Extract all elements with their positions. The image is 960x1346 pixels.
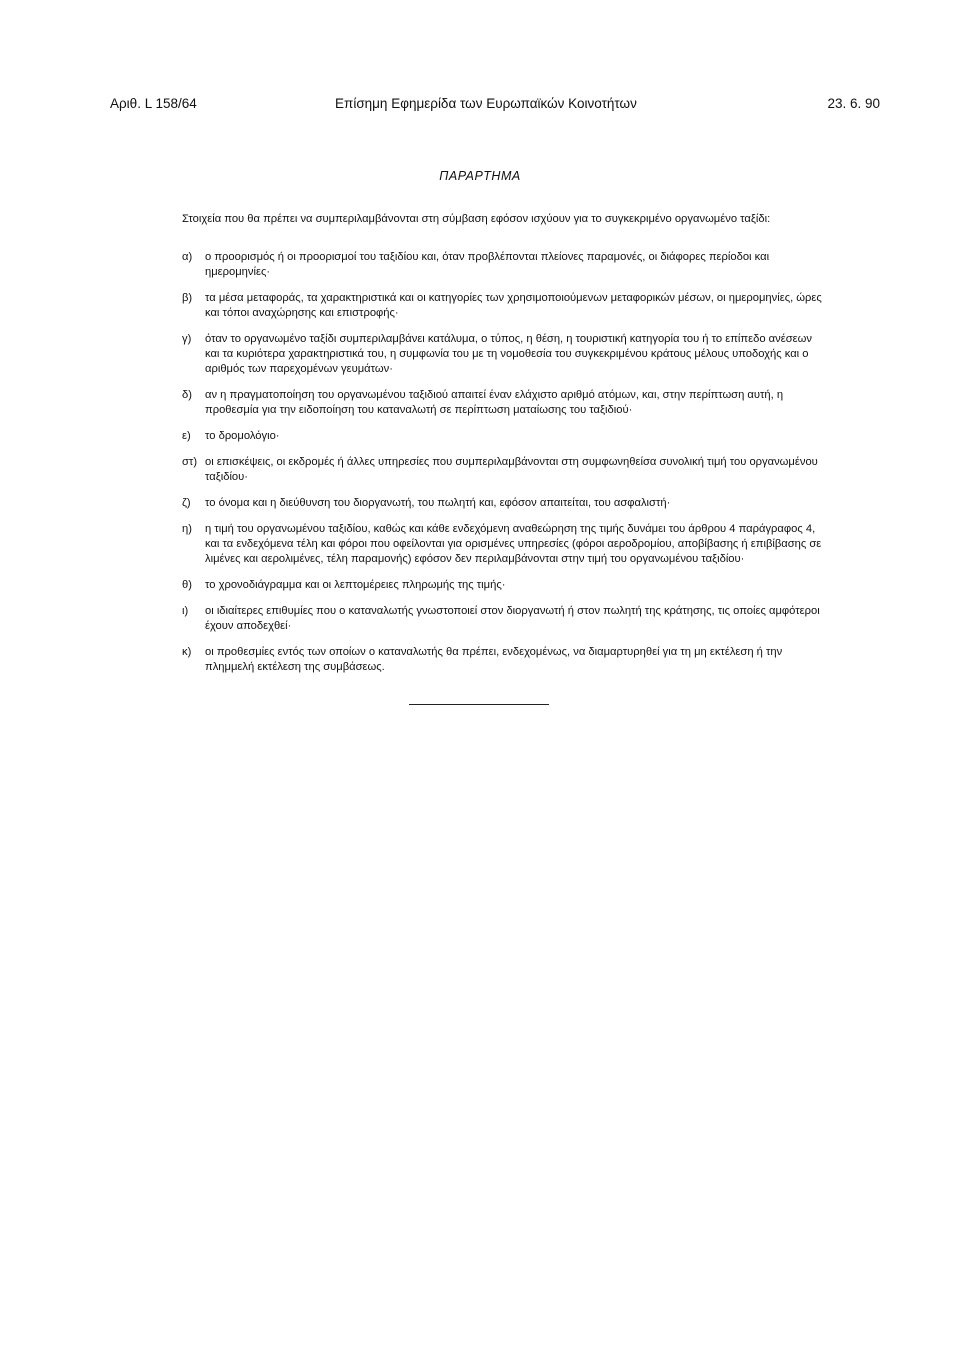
item-text: ο προορισμός ή οι προορισμοί του ταξιδίου και, όταν προβλέπονται πλείονες παραμονές, οι διάφορες περίοδοι και ημερομηνίες· <box>205 251 770 278</box>
item-label: ζ) <box>182 497 191 509</box>
end-divider <box>409 704 549 705</box>
list-item <box>182 332 822 377</box>
list-item <box>182 522 822 567</box>
list-item <box>182 496 822 511</box>
publication-date: 23. 6. 90 <box>827 96 880 111</box>
journal-title: Επίσημη Εφημερίδα των Ευρωπαϊκών Κοινοτήτων <box>335 96 637 111</box>
item-text: το χρονοδιάγραμμα και οι λεπτομέρειες πληρωμής της τιμής· <box>205 579 506 591</box>
item-text: το δρομολόγιο· <box>205 430 280 442</box>
item-text: οι ιδιαίτερες επιθυμίες που ο καταναλωτής γνωστοποιεί στον διοργανωτή ή στον πωλητή της κράτησης, τις οποίες αμφότεροι έχουν αποδεχθεί· <box>205 605 820 632</box>
item-text: αν η πραγματοποίηση του οργανωμένου ταξιδιού απαιτεί έναν ελάχιστο αριθμό ατόμων, και, στην περίπτωση αυτή, η προθεσμία για την ειδοποίηση του καταναλωτή σε περίπτωση ματαίωσης του ταξιδιού· <box>205 389 784 416</box>
issue-reference: Αριθ. L 158/64 <box>110 96 197 111</box>
list-item <box>182 250 822 280</box>
item-label: β) <box>182 292 193 304</box>
list-item <box>182 578 822 593</box>
intro-paragraph: Στοιχεία που θα πρέπει να συμπεριλαμβάνονται στη σύμβαση εφόσον ισχύουν για το συγκεκριμένο οργανωμένο ταξίδι: <box>182 213 771 225</box>
item-label: στ) <box>182 456 198 468</box>
item-label: ε) <box>182 430 191 442</box>
annex-items-list <box>182 250 822 686</box>
item-label: θ) <box>182 579 192 591</box>
item-text: όταν το οργανωμένο ταξίδι συμπεριλαμβάνει κατάλυμα, ο τύπος, η θέση, η τουριστική κατηγορία του ή το επίπεδο ανέσεων και τα κυριότερα χαρακτηριστικά του, η συμφωνία του με τη νομοθεσία του συγκεκριμένου κράτους μέλους υποδοχής και ο αριθμός των παρεχομένων γευμάτων· <box>205 333 812 375</box>
annex-title: ΠΑΡΑΡΤΗΜΑ <box>439 169 521 183</box>
item-text: οι επισκέψεις, οι εκδρομές ή άλλες υπηρεσίες που συμπεριλαμβάνονται στη συμφωνηθείσα συνολική τιμή του οργανωμένου ταξιδίου· <box>205 456 818 483</box>
item-text: η τιμή του οργανωμένου ταξιδίου, καθώς και κάθε ενδεχόμενη αναθεώρηση της τιμής δυνάμει του άρθρου 4 παράγραφος 4, και τα ενδεχόμενα τέλη και φόροι που οφείλονται για ορισμένες υπηρεσίες (φόροι αεροδρομίου, αποβίβασης ή επιβίβασης σε λιμένες και αερολιμένες, τέλη παραμονής) εφόσον δεν περιλαμβάνονται στην τιμή του οργανωμένου ταξιδίου· <box>205 523 822 565</box>
list-item <box>182 291 822 321</box>
item-label: δ) <box>182 389 192 401</box>
list-item <box>182 388 822 418</box>
item-label: ι) <box>182 605 189 617</box>
item-text: τα μέσα μεταφοράς, τα χαρακτηριστικά και οι κατηγορίες των χρησιμοποιούμενων μεταφορικών μέσων, οι ημερομηνίες, ώρες και τόποι αναχώρησης και επιστροφής· <box>205 292 822 319</box>
item-text: οι προθεσμίες εντός των οποίων ο καταναλωτής θα πρέπει, ενδεχομένως, να διαμαρτυρηθεί για τη μη εκτέλεση ή την πλημμελή εκτέλεση της συμβάσεως. <box>205 646 783 673</box>
item-text: το όνομα και η διεύθυνση του διοργανωτή, του πωλητή και, εφόσον απαιτείται, του ασφαλιστή· <box>205 497 671 509</box>
list-item <box>182 604 822 634</box>
item-label: γ) <box>182 333 192 345</box>
list-item <box>182 455 822 485</box>
page-header <box>110 96 880 116</box>
item-label: κ) <box>182 646 192 658</box>
list-item <box>182 429 822 444</box>
item-label: η) <box>182 523 192 535</box>
list-item <box>182 645 822 675</box>
item-label: α) <box>182 251 193 263</box>
